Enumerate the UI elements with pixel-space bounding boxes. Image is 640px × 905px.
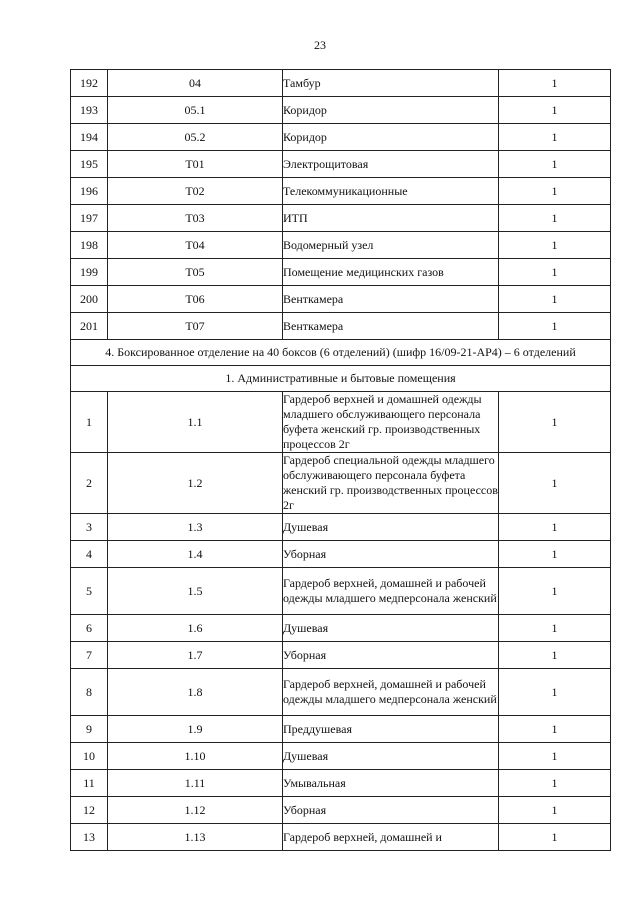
room-quantity: 1 [499,642,611,669]
table-row [71,669,611,716]
room-quantity: 1 [499,151,611,178]
row-number: 8 [71,669,108,716]
section-heading: 4. Боксированное отделение на 40 боксов (6 отделений) (шифр 16/09-21-АР4) – 6 отделений [71,340,611,366]
room-quantity: 1 [499,743,611,770]
room-quantity: 1 [499,313,611,340]
table-row [71,541,611,568]
room-name: Уборная [283,541,499,568]
table-row [71,259,611,286]
table-row [71,743,611,770]
table-row [71,824,611,851]
room-name: Гардероб верхней, домашней и рабочей одежды младшего медперсонала женский [283,568,499,615]
table-row [71,770,611,797]
table-row [71,286,611,313]
room-quantity: 1 [499,124,611,151]
room-quantity: 1 [499,716,611,743]
room-code: 1.6 [108,615,283,642]
room-quantity: 1 [499,286,611,313]
room-name: Гардероб верхней, домашней и рабочей одежды младшего медперсонала женский [283,669,499,716]
row-number: 9 [71,716,108,743]
room-code: Т01 [108,151,283,178]
room-code: 05.1 [108,97,283,124]
row-number: 7 [71,642,108,669]
room-quantity: 1 [499,453,611,514]
room-quantity: 1 [499,514,611,541]
room-name: Водомерный узел [283,232,499,259]
room-name: Венткамера [283,286,499,313]
table-row [71,205,611,232]
room-code: Т02 [108,178,283,205]
room-code: Т07 [108,313,283,340]
row-number: 12 [71,797,108,824]
table-row [71,70,611,97]
room-code: 1.1 [108,392,283,453]
room-name: Преддушевая [283,716,499,743]
room-name: Гардероб верхней, домашней и [283,824,499,851]
room-quantity: 1 [499,392,611,453]
table-row [71,716,611,743]
room-code: 1.3 [108,514,283,541]
room-code: Т04 [108,232,283,259]
room-name: Помещение медицинских газов [283,259,499,286]
room-code: 1.5 [108,568,283,615]
room-code: 1.2 [108,453,283,514]
room-name: Уборная [283,797,499,824]
room-quantity: 1 [499,669,611,716]
section-heading-row [71,340,611,366]
room-code: 04 [108,70,283,97]
room-code: 05.2 [108,124,283,151]
page-number: 23 [314,38,326,52]
room-quantity: 1 [499,97,611,124]
room-quantity: 1 [499,205,611,232]
room-name: Уборная [283,642,499,669]
table-row [71,642,611,669]
room-code: 1.7 [108,642,283,669]
rooms-table [70,69,611,851]
room-code: 1.8 [108,669,283,716]
room-code: 1.10 [108,743,283,770]
room-quantity: 1 [499,70,611,97]
table-row [71,797,611,824]
room-quantity: 1 [499,259,611,286]
room-name: Душевая [283,743,499,770]
row-number: 200 [71,286,108,313]
table-row [71,124,611,151]
room-quantity: 1 [499,541,611,568]
room-quantity: 1 [499,824,611,851]
room-name: Гардероб верхней и домашней одежды младшего обслуживающего персонала буфета женский гр. производственных процессов 2г [283,392,499,453]
row-number: 196 [71,178,108,205]
row-number: 5 [71,568,108,615]
table-row [71,615,611,642]
row-number: 199 [71,259,108,286]
room-name: Телекоммуникационные [283,178,499,205]
row-number: 2 [71,453,108,514]
table-row [71,568,611,615]
table-row [71,97,611,124]
room-code: 1.11 [108,770,283,797]
room-name: Тамбур [283,70,499,97]
table-row [71,232,611,259]
room-code: 1.4 [108,541,283,568]
subsection-heading-row [71,366,611,392]
room-quantity: 1 [499,615,611,642]
room-name: Электрощитовая [283,151,499,178]
room-code: Т06 [108,286,283,313]
room-code: Т03 [108,205,283,232]
table-row [71,151,611,178]
table-row [71,453,611,514]
row-number: 10 [71,743,108,770]
row-number: 198 [71,232,108,259]
table-row [71,514,611,541]
row-number: 195 [71,151,108,178]
subsection-heading: 1. Административные и бытовые помещения [71,366,611,392]
room-code: 1.9 [108,716,283,743]
row-number: 4 [71,541,108,568]
room-code: 1.13 [108,824,283,851]
row-number: 197 [71,205,108,232]
room-name: Коридор [283,97,499,124]
row-number: 3 [71,514,108,541]
room-code: 1.12 [108,797,283,824]
room-name: Умывальная [283,770,499,797]
table-row [71,313,611,340]
row-number: 201 [71,313,108,340]
row-number: 13 [71,824,108,851]
row-number: 11 [71,770,108,797]
room-name: Гардероб специальной одежды младшего обслуживающего персонала буфета женский гр. производственных процессов 2г [283,453,498,512]
room-quantity: 1 [499,568,611,615]
room-name: Душевая [283,514,499,541]
room-quantity: 1 [499,797,611,824]
room-name: Коридор [283,124,499,151]
row-number: 193 [71,97,108,124]
row-number: 192 [71,70,108,97]
room-quantity: 1 [499,232,611,259]
row-number: 6 [71,615,108,642]
row-number: 194 [71,124,108,151]
room-name: Душевая [283,615,499,642]
table-row [71,392,611,453]
room-name: ИТП [283,205,499,232]
row-number: 1 [71,392,108,453]
room-name: Венткамера [283,313,499,340]
table-row [71,178,611,205]
room-quantity: 1 [499,770,611,797]
room-code: Т05 [108,259,283,286]
room-quantity: 1 [499,178,611,205]
